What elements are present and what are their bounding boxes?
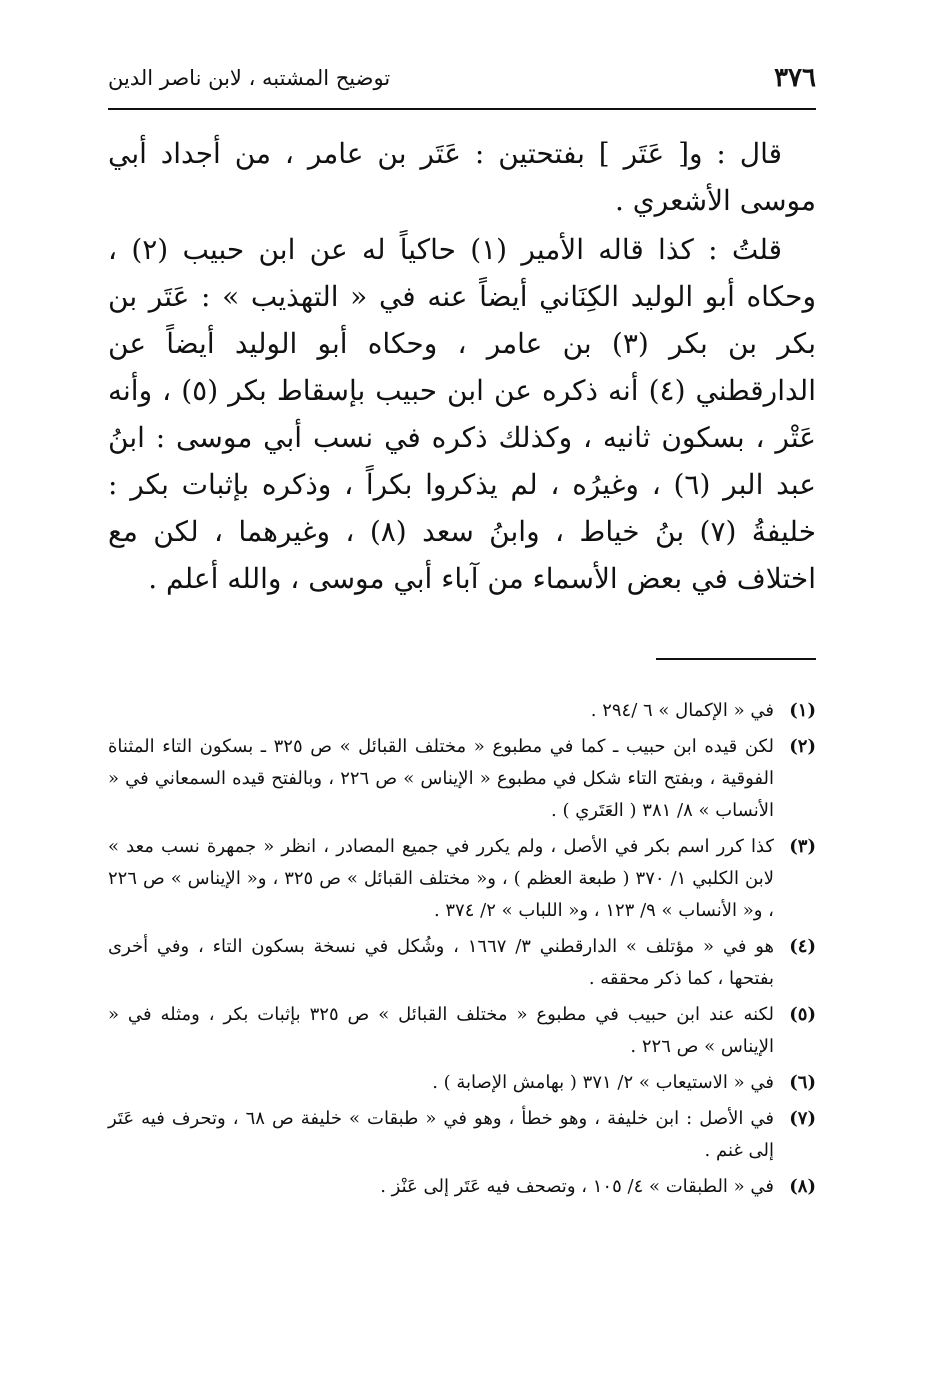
footnote [108, 931, 816, 995]
footnote [108, 1171, 816, 1203]
main-paragraph: قال : و[ عَتَر ] بفتحتين : عَتَر بن عامر ، من أجداد أبي موسى الأشعري . [108, 137, 816, 217]
footnote-text: هو في « مؤتلف » الدارقطني ٣/ ١٦٦٧ ، وشُكل في نسخة بسكون التاء ، وفي أخرى بفتحها ، كما ذكر محققه . [108, 936, 774, 989]
footnote-text: لكنه عند ابن حبيب في مطبوع « مختلف القبائل » ص ٣٢٥ بإثبات بكر ، ومثله في « الإيناس » ص ٢٢٦ . [108, 1004, 774, 1057]
footnote-text: في « الاستيعاب » ٢/ ٣٧١ ( بهامش الإصابة ) . [432, 1072, 774, 1093]
footnote-text: كذا كرر اسم بكر في الأصل ، ولم يكرر في جميع المصادر ، انظر « جمهرة نسب معد » لابن الكلبي ١/ ٣٧٠ ( طبعة العظم ) ، و« مختلف القبائل » ص ٣٢٥ ، و« الإيناس » ص ٢٢٦ ، و« الأنساب » ٩/ ١٢٣ ، و« اللباب » ٢/ ٣٧٤ . [108, 836, 774, 921]
footnote-number: (٤) [789, 936, 816, 957]
footnotes [108, 695, 816, 1207]
footnote [108, 695, 816, 727]
header-rule [108, 108, 816, 110]
footnote-text: في الأصل : ابن خليفة ، وهو خطأ ، وهو في « طبقات » خليفة ص ٦٨ ، وتحرف فيه عَتَر إلى غنم . [108, 1108, 774, 1161]
footnote [108, 731, 816, 827]
footnote-number: (٣) [789, 836, 816, 857]
footnote-number: (٢) [789, 736, 816, 757]
footnote-number: (٧) [789, 1108, 816, 1129]
footnote-number: (٦) [789, 1072, 816, 1093]
footnote-text: لكن قيده ابن حبيب ـ كما في مطبوع « مختلف القبائل » ص ٣٢٥ ـ بسكون التاء المثناة الفوقية ، وبفتح التاء شكل في مطبوع « الإيناس » ص ٢٢٦ ، وبالفتح قيده السمعاني في « الأنساب » ٨/ ٣٨١ ( العَتَري ) . [108, 736, 775, 821]
footnote-text: في « الطبقات » ٤/ ١٠٥ ، وتصحف فيه عَتَر إلى عَنْز . [380, 1176, 774, 1197]
main-text [108, 130, 816, 602]
footnote [108, 1067, 816, 1099]
footnote-separator [656, 658, 816, 660]
page-number: ٣٧٦ [774, 63, 816, 93]
footnote [108, 1103, 816, 1167]
main-paragraph: قلتُ : كذا قاله الأمير (١) حاكياً له عن ابن حبيب (٢) ، وحكاه أبو الوليد الكِنَاني أيضاً عنه في « التهذيب » : عَتَر بن بكر بن بكر (٣) بن عامر ، وحكاه أبو الوليد أيضاً عن الدارقطني (٤) أنه ذكره عن ابن حبيب بإسقاط بكر (٥) ، وأنه عَتْر ، بسكون ثانيه ، وكذلك ذكره في نسب أبي موسى : ابنُ عبد البر (٦) ، وغيرُه ، لم يذكروا بكراً ، وذكره بإثبات بكر : خليفةُ (٧) بنُ خياط ، وابنُ سعد (٨) ، وغيرهما ، لكن مع اختلاف في بعض الأسماء من آباء أبي موسى ، والله أعلم . [108, 233, 817, 595]
footnote-number: (٨) [789, 1176, 816, 1197]
page-header [108, 58, 816, 98]
running-title: توضيح المشتبه ، لابن ناصر الدين [108, 66, 391, 90]
footnote-number: (١) [789, 700, 816, 721]
footnote-text: في « الإكمال » ٦ /٢٩٤ . [590, 700, 774, 721]
footnote [108, 999, 816, 1063]
footnote [108, 831, 816, 927]
footnote-number: (٥) [789, 1004, 816, 1025]
